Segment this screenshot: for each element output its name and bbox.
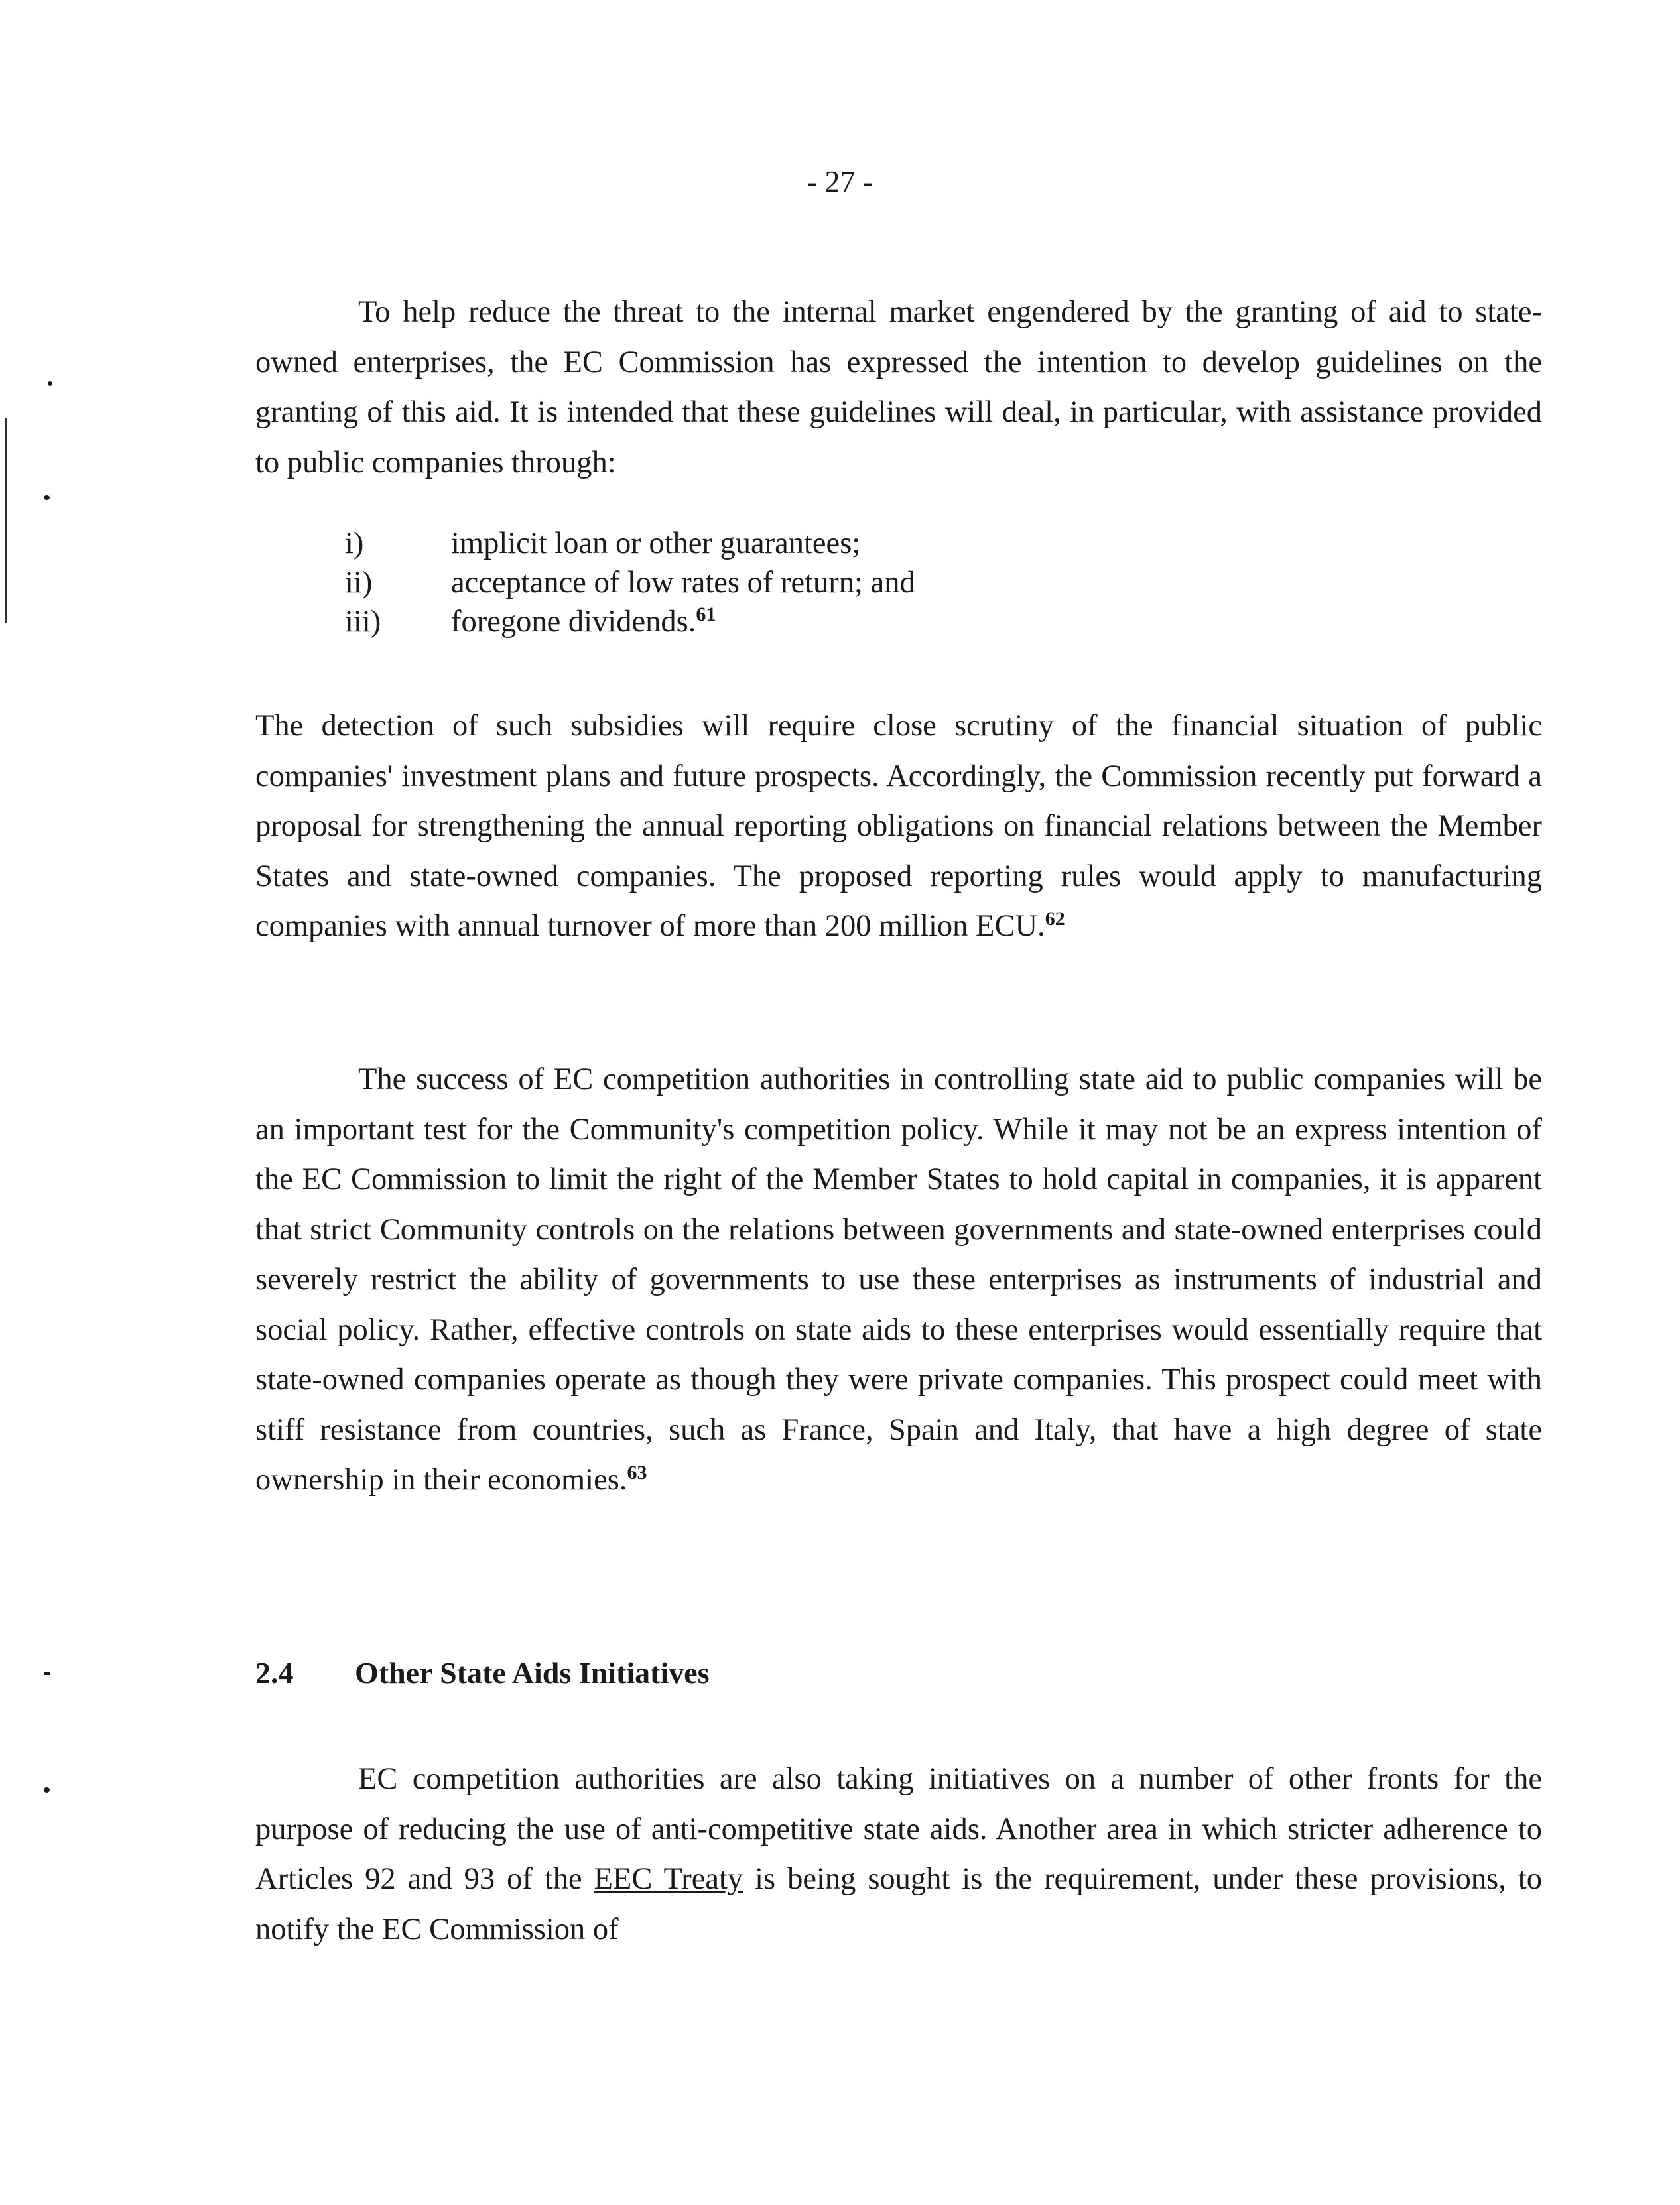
paragraph-aid-guidelines: To help reduce the threat to the internal market engendered by the granting of aid to state-owned enterprises, the EC Commission has expressed the intention to develop guidelines on the granting of this aid. It is intended that these guidelines will deal, in particular, with assistance provided to public companies through: [255,295,1542,479]
list-item-number: iii) [345,605,381,639]
list-item-number: ii) [345,566,373,599]
paragraph-other-initiatives [255,1754,1542,1954]
section-title: Other State Aids Initiatives [355,1656,710,1690]
section-heading [255,1653,710,1693]
list-item-text [451,602,716,641]
paragraph-detection [255,701,1542,952]
footnote-ref: 61 [696,603,716,625]
list-item-number: i) [345,527,364,560]
scan-margin-line [5,418,7,623]
paragraph-success [255,1054,1542,1505]
paragraph-success-text: The success of EC competition authorities in controlling state aid to public companies will be an important test for the Community's competition policy. While it may not be an express intention of the EC Commission to limit the right of the Member States to hold capital in companies, it is apparent that strict Community controls on the relations between governments and state-owned enterprises could severely restrict the ability of governments to use these enterprises as instruments of industrial and social policy. Rather, effective controls on state aids to these enterprises would essentially require that state-owned companies operate as though they were private companies. This prospect could meet with stiff resistance from countries, such as France, Spain and Italy, that have a high degree of state ownership in their economies. [255,1062,1542,1497]
scan-mark [48,381,52,386]
paragraph-detection-text: The detection of such subsidies will require close scrutiny of the financial situation of public companies' investment plans and future prospects. Accordingly, the Commission recently put forward a proposal for strengthening the annual reporting obligations on financial relations between the Member States and state-owned companies. The proposed reporting rules would apply to manufacturing companies with annual turnover of more than 200 million ECU. [255,709,1542,943]
section-number: 2.4 [255,1656,294,1690]
footnote-ref: 63 [627,1462,647,1483]
treaty-reference: EEC Treaty [594,1862,743,1896]
scan-mark [44,1787,50,1793]
page-number: - 27 - [807,164,873,198]
paragraph-text-part: is being sought is the requirement, under these provisions, to notify the EC Commission of [255,1862,1542,1946]
list-item-text: implicit loan or other guarantees; [451,527,861,560]
assistance-list [345,524,1340,641]
list-item-text: acceptance of low rates of return; and [451,566,915,599]
list-item-text-body: foregone dividends. [451,605,696,639]
list-item [345,524,1340,563]
scan-mark [44,495,50,500]
paragraph-text-part: EC competition authorities are also taking initiatives on a number of other fronts for the purpose of reducing the use of anti-competitive state aids. Another area in which stricter adherence to Articles 92 and 93 of the [255,1762,1542,1896]
list-item [345,602,1340,641]
footnote-ref: 62 [1045,908,1065,930]
scan-mark [44,1672,50,1675]
list-item [345,563,1340,602]
